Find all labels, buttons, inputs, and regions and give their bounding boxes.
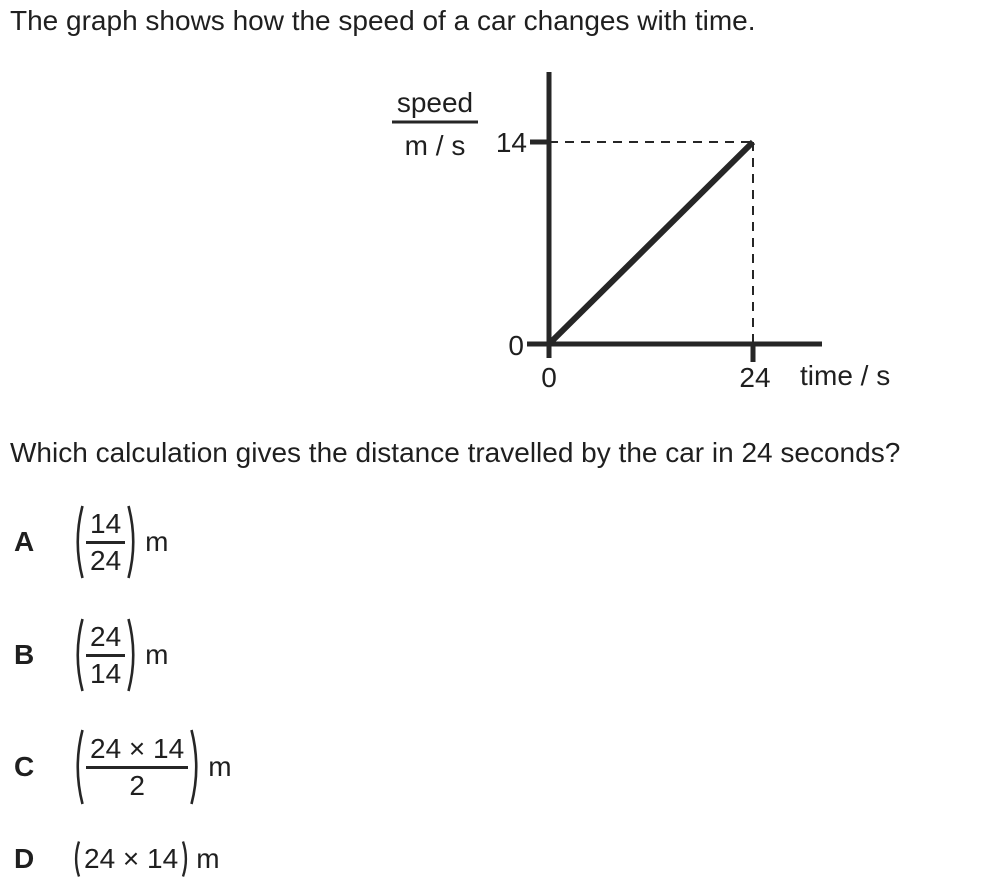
fraction-c — [86, 734, 188, 801]
fraction-b-numerator: 24 — [90, 620, 122, 652]
fraction-b — [86, 622, 125, 689]
left-paren-icon — [71, 617, 85, 693]
option-c-unit: m — [208, 751, 232, 782]
question-text: Which calculation gives the distance travelled by the car in 24 seconds? — [10, 437, 901, 468]
speed-line — [549, 142, 753, 344]
fraction-a-numerator: 14 — [90, 507, 122, 539]
fraction-b-bar — [86, 654, 125, 657]
right-paren-icon — [126, 617, 140, 693]
option-b-unit: m — [145, 639, 169, 670]
fraction-c-bar — [86, 766, 188, 769]
fraction-b-denominator: 14 — [90, 657, 122, 689]
y-tick-label-14: 14 — [495, 127, 527, 158]
fraction-a-denominator: 24 — [90, 544, 122, 576]
y-origin-label: 0 — [508, 330, 524, 361]
fraction-c-denominator: 2 — [129, 769, 145, 801]
fraction-a-bar — [86, 541, 125, 544]
fraction-c-numerator: 24 × 14 — [90, 732, 185, 764]
right-paren-icon — [189, 728, 203, 806]
option-d-unit: m — [196, 843, 220, 874]
right-paren-icon — [181, 840, 191, 878]
x-tick-label-24: 24 — [739, 362, 771, 393]
left-paren-icon — [71, 504, 85, 580]
option-letter-c: C — [14, 751, 35, 782]
option-row-a — [14, 502, 168, 582]
option-d-expression: 24 × 14 — [84, 843, 179, 874]
intro-text: The graph shows how the speed of a car changes with time. — [10, 5, 756, 36]
option-row-b — [14, 615, 168, 695]
option-letter-d: D — [14, 843, 35, 874]
right-paren-icon — [126, 504, 140, 580]
speed-time-graph — [380, 60, 930, 405]
option-letter-b: B — [14, 639, 35, 670]
option-letter-a: A — [14, 526, 35, 557]
option-row-c — [14, 727, 232, 807]
option-row-d — [14, 840, 220, 878]
x-origin-label: 0 — [541, 362, 557, 393]
option-a-unit: m — [145, 526, 169, 557]
y-axis-title-numerator: speed — [396, 87, 474, 118]
x-axis-title: time / s — [800, 360, 891, 391]
y-axis-title-denominator: m / s — [404, 130, 466, 161]
fraction-a — [86, 509, 125, 576]
left-paren-icon — [71, 840, 81, 878]
left-paren-icon — [71, 728, 85, 806]
